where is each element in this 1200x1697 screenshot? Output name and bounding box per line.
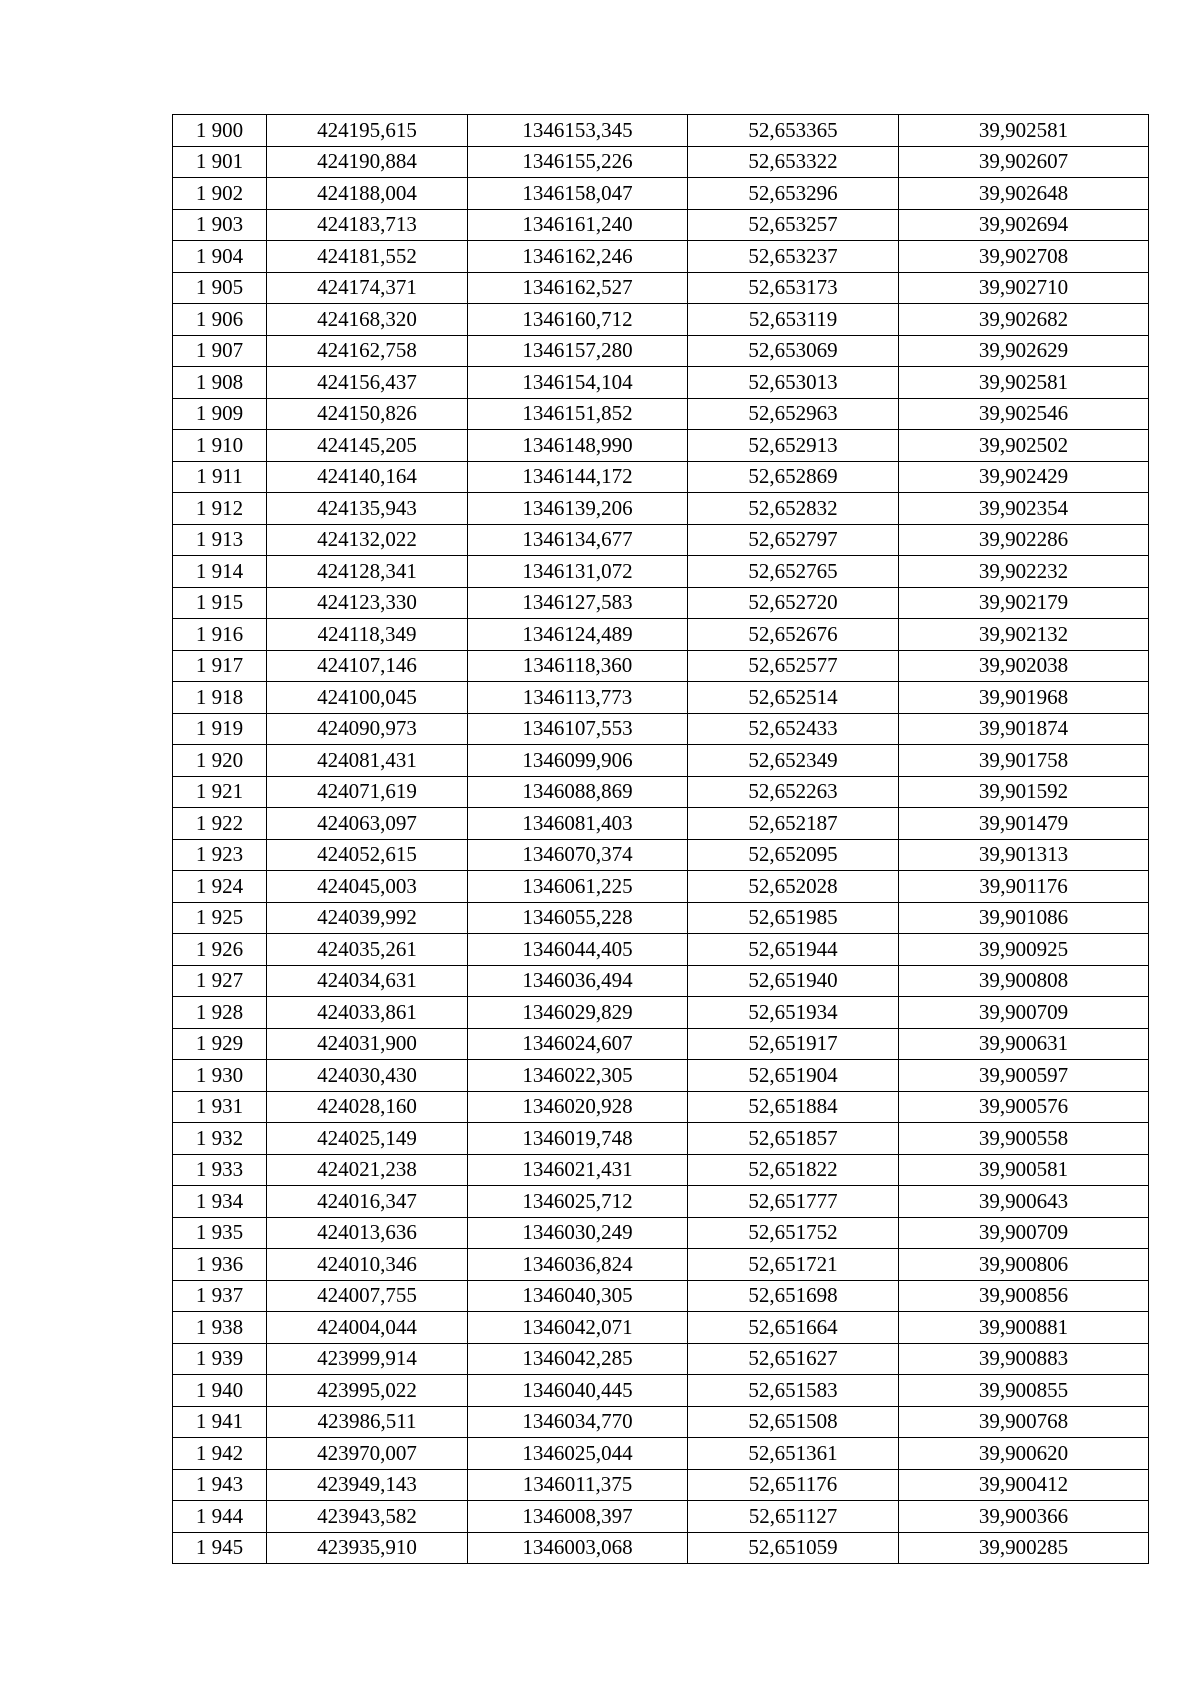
table-row xyxy=(173,146,1149,178)
x-coordinate-cell: 423943,582 xyxy=(267,1501,468,1533)
y-coordinate-cell: 1346061,225 xyxy=(468,871,688,903)
latitude-cell: 52,653257 xyxy=(688,209,899,241)
y-coordinate-cell: 1346088,869 xyxy=(468,776,688,808)
y-coordinate-cell: 1346107,553 xyxy=(468,713,688,745)
table-row xyxy=(173,209,1149,241)
point-number-cell: 1 911 xyxy=(173,461,267,493)
latitude-cell: 52,652869 xyxy=(688,461,899,493)
point-number-cell: 1 921 xyxy=(173,776,267,808)
y-coordinate-cell: 1346113,773 xyxy=(468,682,688,714)
point-number-cell: 1 923 xyxy=(173,839,267,871)
x-coordinate-cell: 424045,003 xyxy=(267,871,468,903)
longitude-cell: 39,901758 xyxy=(899,745,1149,777)
latitude-cell: 52,652913 xyxy=(688,430,899,462)
longitude-cell: 39,902286 xyxy=(899,524,1149,556)
y-coordinate-cell: 1346131,072 xyxy=(468,556,688,588)
x-coordinate-cell: 424071,619 xyxy=(267,776,468,808)
table-row xyxy=(173,1123,1149,1155)
y-coordinate-cell: 1346144,172 xyxy=(468,461,688,493)
table-row xyxy=(173,430,1149,462)
y-coordinate-cell: 1346011,375 xyxy=(468,1469,688,1501)
table-row xyxy=(173,1406,1149,1438)
table-row xyxy=(173,965,1149,997)
latitude-cell: 52,652514 xyxy=(688,682,899,714)
point-number-cell: 1 918 xyxy=(173,682,267,714)
latitude-cell: 52,651857 xyxy=(688,1123,899,1155)
x-coordinate-cell: 424007,755 xyxy=(267,1280,468,1312)
longitude-cell: 39,902038 xyxy=(899,650,1149,682)
latitude-cell: 52,651904 xyxy=(688,1060,899,1092)
point-number-cell: 1 905 xyxy=(173,272,267,304)
table-row xyxy=(173,871,1149,903)
point-number-cell: 1 915 xyxy=(173,587,267,619)
latitude-cell: 52,651059 xyxy=(688,1532,899,1564)
y-coordinate-cell: 1346008,397 xyxy=(468,1501,688,1533)
x-coordinate-cell: 423995,022 xyxy=(267,1375,468,1407)
longitude-cell: 39,900285 xyxy=(899,1532,1149,1564)
table-row xyxy=(173,997,1149,1029)
x-coordinate-cell: 423970,007 xyxy=(267,1438,468,1470)
longitude-cell: 39,902648 xyxy=(899,178,1149,210)
latitude-cell: 52,653173 xyxy=(688,272,899,304)
table-row xyxy=(173,839,1149,871)
y-coordinate-cell: 1346024,607 xyxy=(468,1028,688,1060)
x-coordinate-cell: 424100,045 xyxy=(267,682,468,714)
point-number-cell: 1 913 xyxy=(173,524,267,556)
point-number-cell: 1 903 xyxy=(173,209,267,241)
x-coordinate-cell: 424013,636 xyxy=(267,1217,468,1249)
longitude-cell: 39,901479 xyxy=(899,808,1149,840)
latitude-cell: 52,652349 xyxy=(688,745,899,777)
x-coordinate-cell: 424145,205 xyxy=(267,430,468,462)
x-coordinate-cell: 424010,346 xyxy=(267,1249,468,1281)
point-number-cell: 1 926 xyxy=(173,934,267,966)
point-number-cell: 1 910 xyxy=(173,430,267,462)
x-coordinate-cell: 424174,371 xyxy=(267,272,468,304)
longitude-cell: 39,902581 xyxy=(899,367,1149,399)
x-coordinate-cell: 424190,884 xyxy=(267,146,468,178)
x-coordinate-cell: 424031,900 xyxy=(267,1028,468,1060)
table-row xyxy=(173,241,1149,273)
x-coordinate-cell: 424028,160 xyxy=(267,1091,468,1123)
x-coordinate-cell: 424188,004 xyxy=(267,178,468,210)
y-coordinate-cell: 1346022,305 xyxy=(468,1060,688,1092)
longitude-cell: 39,900631 xyxy=(899,1028,1149,1060)
latitude-cell: 52,651822 xyxy=(688,1154,899,1186)
x-coordinate-cell: 424140,164 xyxy=(267,461,468,493)
longitude-cell: 39,900883 xyxy=(899,1343,1149,1375)
longitude-cell: 39,900620 xyxy=(899,1438,1149,1470)
table-row xyxy=(173,1375,1149,1407)
x-coordinate-cell: 424016,347 xyxy=(267,1186,468,1218)
longitude-cell: 39,900856 xyxy=(899,1280,1149,1312)
y-coordinate-cell: 1346019,748 xyxy=(468,1123,688,1155)
y-coordinate-cell: 1346139,206 xyxy=(468,493,688,525)
y-coordinate-cell: 1346134,677 xyxy=(468,524,688,556)
x-coordinate-cell: 424034,631 xyxy=(267,965,468,997)
latitude-cell: 52,651752 xyxy=(688,1217,899,1249)
longitude-cell: 39,902429 xyxy=(899,461,1149,493)
y-coordinate-cell: 1346025,044 xyxy=(468,1438,688,1470)
x-coordinate-cell: 424052,615 xyxy=(267,839,468,871)
point-number-cell: 1 942 xyxy=(173,1438,267,1470)
longitude-cell: 39,900881 xyxy=(899,1312,1149,1344)
longitude-cell: 39,900643 xyxy=(899,1186,1149,1218)
latitude-cell: 52,651940 xyxy=(688,965,899,997)
longitude-cell: 39,902232 xyxy=(899,556,1149,588)
y-coordinate-cell: 1346157,280 xyxy=(468,335,688,367)
x-coordinate-cell: 424183,713 xyxy=(267,209,468,241)
latitude-cell: 52,653322 xyxy=(688,146,899,178)
point-number-cell: 1 930 xyxy=(173,1060,267,1092)
latitude-cell: 52,651664 xyxy=(688,1312,899,1344)
x-coordinate-cell: 424081,431 xyxy=(267,745,468,777)
table-row xyxy=(173,1249,1149,1281)
longitude-cell: 39,902179 xyxy=(899,587,1149,619)
y-coordinate-cell: 1346036,824 xyxy=(468,1249,688,1281)
point-number-cell: 1 940 xyxy=(173,1375,267,1407)
longitude-cell: 39,901176 xyxy=(899,871,1149,903)
longitude-cell: 39,900576 xyxy=(899,1091,1149,1123)
point-number-cell: 1 933 xyxy=(173,1154,267,1186)
point-number-cell: 1 916 xyxy=(173,619,267,651)
point-number-cell: 1 906 xyxy=(173,304,267,336)
y-coordinate-cell: 1346148,990 xyxy=(468,430,688,462)
table-row xyxy=(173,1280,1149,1312)
longitude-cell: 39,902694 xyxy=(899,209,1149,241)
x-coordinate-cell: 424039,992 xyxy=(267,902,468,934)
point-number-cell: 1 908 xyxy=(173,367,267,399)
x-coordinate-cell: 424150,826 xyxy=(267,398,468,430)
x-coordinate-cell: 424004,044 xyxy=(267,1312,468,1344)
latitude-cell: 52,652832 xyxy=(688,493,899,525)
table-row xyxy=(173,713,1149,745)
latitude-cell: 52,653013 xyxy=(688,367,899,399)
x-coordinate-cell: 424128,341 xyxy=(267,556,468,588)
latitude-cell: 52,651627 xyxy=(688,1343,899,1375)
longitude-cell: 39,902629 xyxy=(899,335,1149,367)
latitude-cell: 52,653296 xyxy=(688,178,899,210)
latitude-cell: 52,652577 xyxy=(688,650,899,682)
point-number-cell: 1 944 xyxy=(173,1501,267,1533)
point-number-cell: 1 931 xyxy=(173,1091,267,1123)
longitude-cell: 39,902354 xyxy=(899,493,1149,525)
longitude-cell: 39,902710 xyxy=(899,272,1149,304)
latitude-cell: 52,651583 xyxy=(688,1375,899,1407)
y-coordinate-cell: 1346025,712 xyxy=(468,1186,688,1218)
point-number-cell: 1 922 xyxy=(173,808,267,840)
y-coordinate-cell: 1346029,829 xyxy=(468,997,688,1029)
latitude-cell: 52,651884 xyxy=(688,1091,899,1123)
y-coordinate-cell: 1346118,360 xyxy=(468,650,688,682)
y-coordinate-cell: 1346158,047 xyxy=(468,178,688,210)
latitude-cell: 52,651944 xyxy=(688,934,899,966)
longitude-cell: 39,901086 xyxy=(899,902,1149,934)
longitude-cell: 39,900597 xyxy=(899,1060,1149,1092)
point-number-cell: 1 938 xyxy=(173,1312,267,1344)
latitude-cell: 52,653119 xyxy=(688,304,899,336)
latitude-cell: 52,652433 xyxy=(688,713,899,745)
x-coordinate-cell: 424063,097 xyxy=(267,808,468,840)
point-number-cell: 1 902 xyxy=(173,178,267,210)
point-number-cell: 1 907 xyxy=(173,335,267,367)
y-coordinate-cell: 1346081,403 xyxy=(468,808,688,840)
x-coordinate-cell: 424156,437 xyxy=(267,367,468,399)
x-coordinate-cell: 424118,349 xyxy=(267,619,468,651)
y-coordinate-cell: 1346020,928 xyxy=(468,1091,688,1123)
y-coordinate-cell: 1346155,226 xyxy=(468,146,688,178)
latitude-cell: 52,651985 xyxy=(688,902,899,934)
longitude-cell: 39,900806 xyxy=(899,1249,1149,1281)
longitude-cell: 39,900855 xyxy=(899,1375,1149,1407)
point-number-cell: 1 929 xyxy=(173,1028,267,1060)
x-coordinate-cell: 423986,511 xyxy=(267,1406,468,1438)
point-number-cell: 1 900 xyxy=(173,115,267,147)
point-number-cell: 1 917 xyxy=(173,650,267,682)
longitude-cell: 39,900709 xyxy=(899,1217,1149,1249)
point-number-cell: 1 914 xyxy=(173,556,267,588)
longitude-cell: 39,900412 xyxy=(899,1469,1149,1501)
x-coordinate-cell: 424162,758 xyxy=(267,335,468,367)
latitude-cell: 52,652720 xyxy=(688,587,899,619)
table-row xyxy=(173,650,1149,682)
latitude-cell: 52,651934 xyxy=(688,997,899,1029)
table-row xyxy=(173,1060,1149,1092)
point-number-cell: 1 932 xyxy=(173,1123,267,1155)
point-number-cell: 1 904 xyxy=(173,241,267,273)
latitude-cell: 52,651361 xyxy=(688,1438,899,1470)
point-number-cell: 1 925 xyxy=(173,902,267,934)
latitude-cell: 52,653237 xyxy=(688,241,899,273)
table-row xyxy=(173,934,1149,966)
latitude-cell: 52,652028 xyxy=(688,871,899,903)
point-number-cell: 1 912 xyxy=(173,493,267,525)
point-number-cell: 1 941 xyxy=(173,1406,267,1438)
table-row xyxy=(173,1154,1149,1186)
x-coordinate-cell: 424021,238 xyxy=(267,1154,468,1186)
table-row xyxy=(173,335,1149,367)
table-row xyxy=(173,682,1149,714)
point-number-cell: 1 937 xyxy=(173,1280,267,1312)
longitude-cell: 39,902708 xyxy=(899,241,1149,273)
longitude-cell: 39,900808 xyxy=(899,965,1149,997)
table-row xyxy=(173,115,1149,147)
latitude-cell: 52,651721 xyxy=(688,1249,899,1281)
longitude-cell: 39,900558 xyxy=(899,1123,1149,1155)
latitude-cell: 52,652963 xyxy=(688,398,899,430)
latitude-cell: 52,653365 xyxy=(688,115,899,147)
latitude-cell: 52,652797 xyxy=(688,524,899,556)
x-coordinate-cell: 423999,914 xyxy=(267,1343,468,1375)
longitude-cell: 39,902607 xyxy=(899,146,1149,178)
longitude-cell: 39,902581 xyxy=(899,115,1149,147)
table-row xyxy=(173,776,1149,808)
table-row xyxy=(173,556,1149,588)
coordinates-table xyxy=(172,114,1149,1564)
x-coordinate-cell: 424181,552 xyxy=(267,241,468,273)
table-row xyxy=(173,619,1149,651)
point-number-cell: 1 945 xyxy=(173,1532,267,1564)
x-coordinate-cell: 424195,615 xyxy=(267,115,468,147)
longitude-cell: 39,900581 xyxy=(899,1154,1149,1186)
latitude-cell: 52,651508 xyxy=(688,1406,899,1438)
table-row xyxy=(173,304,1149,336)
y-coordinate-cell: 1346021,431 xyxy=(468,1154,688,1186)
latitude-cell: 52,652676 xyxy=(688,619,899,651)
longitude-cell: 39,900366 xyxy=(899,1501,1149,1533)
x-coordinate-cell: 424132,022 xyxy=(267,524,468,556)
point-number-cell: 1 909 xyxy=(173,398,267,430)
latitude-cell: 52,651698 xyxy=(688,1280,899,1312)
latitude-cell: 52,652263 xyxy=(688,776,899,808)
x-coordinate-cell: 424123,330 xyxy=(267,587,468,619)
point-number-cell: 1 928 xyxy=(173,997,267,1029)
y-coordinate-cell: 1346162,246 xyxy=(468,241,688,273)
latitude-cell: 52,651176 xyxy=(688,1469,899,1501)
point-number-cell: 1 919 xyxy=(173,713,267,745)
table-row xyxy=(173,1312,1149,1344)
y-coordinate-cell: 1346099,906 xyxy=(468,745,688,777)
y-coordinate-cell: 1346162,527 xyxy=(468,272,688,304)
table-row xyxy=(173,461,1149,493)
y-coordinate-cell: 1346030,249 xyxy=(468,1217,688,1249)
table-row xyxy=(173,272,1149,304)
y-coordinate-cell: 1346127,583 xyxy=(468,587,688,619)
y-coordinate-cell: 1346153,345 xyxy=(468,115,688,147)
longitude-cell: 39,902132 xyxy=(899,619,1149,651)
y-coordinate-cell: 1346154,104 xyxy=(468,367,688,399)
longitude-cell: 39,902546 xyxy=(899,398,1149,430)
table-row xyxy=(173,1343,1149,1375)
table-row xyxy=(173,587,1149,619)
table-row xyxy=(173,1028,1149,1060)
x-coordinate-cell: 424168,320 xyxy=(267,304,468,336)
y-coordinate-cell: 1346160,712 xyxy=(468,304,688,336)
table-row xyxy=(173,1438,1149,1470)
y-coordinate-cell: 1346055,228 xyxy=(468,902,688,934)
table-row xyxy=(173,808,1149,840)
longitude-cell: 39,900768 xyxy=(899,1406,1149,1438)
y-coordinate-cell: 1346151,852 xyxy=(468,398,688,430)
x-coordinate-cell: 424035,261 xyxy=(267,934,468,966)
table-row xyxy=(173,902,1149,934)
coordinates-table-body xyxy=(173,115,1149,1564)
y-coordinate-cell: 1346036,494 xyxy=(468,965,688,997)
point-number-cell: 1 934 xyxy=(173,1186,267,1218)
y-coordinate-cell: 1346042,071 xyxy=(468,1312,688,1344)
y-coordinate-cell: 1346161,240 xyxy=(468,209,688,241)
table-row xyxy=(173,1217,1149,1249)
point-number-cell: 1 936 xyxy=(173,1249,267,1281)
point-number-cell: 1 901 xyxy=(173,146,267,178)
x-coordinate-cell: 423949,143 xyxy=(267,1469,468,1501)
latitude-cell: 52,651917 xyxy=(688,1028,899,1060)
latitude-cell: 52,652095 xyxy=(688,839,899,871)
table-row xyxy=(173,1501,1149,1533)
point-number-cell: 1 924 xyxy=(173,871,267,903)
y-coordinate-cell: 1346042,285 xyxy=(468,1343,688,1375)
longitude-cell: 39,901313 xyxy=(899,839,1149,871)
point-number-cell: 1 939 xyxy=(173,1343,267,1375)
table-row xyxy=(173,745,1149,777)
x-coordinate-cell: 424030,430 xyxy=(267,1060,468,1092)
y-coordinate-cell: 1346040,305 xyxy=(468,1280,688,1312)
y-coordinate-cell: 1346124,489 xyxy=(468,619,688,651)
y-coordinate-cell: 1346003,068 xyxy=(468,1532,688,1564)
longitude-cell: 39,901592 xyxy=(899,776,1149,808)
x-coordinate-cell: 424033,861 xyxy=(267,997,468,1029)
y-coordinate-cell: 1346070,374 xyxy=(468,839,688,871)
latitude-cell: 52,651777 xyxy=(688,1186,899,1218)
latitude-cell: 52,652187 xyxy=(688,808,899,840)
x-coordinate-cell: 424135,943 xyxy=(267,493,468,525)
y-coordinate-cell: 1346044,405 xyxy=(468,934,688,966)
point-number-cell: 1 920 xyxy=(173,745,267,777)
longitude-cell: 39,901968 xyxy=(899,682,1149,714)
table-row xyxy=(173,493,1149,525)
longitude-cell: 39,901874 xyxy=(899,713,1149,745)
table-row xyxy=(173,1469,1149,1501)
y-coordinate-cell: 1346034,770 xyxy=(468,1406,688,1438)
latitude-cell: 52,651127 xyxy=(688,1501,899,1533)
x-coordinate-cell: 424107,146 xyxy=(267,650,468,682)
table-row xyxy=(173,1186,1149,1218)
longitude-cell: 39,902682 xyxy=(899,304,1149,336)
table-row xyxy=(173,178,1149,210)
table-row xyxy=(173,524,1149,556)
point-number-cell: 1 927 xyxy=(173,965,267,997)
x-coordinate-cell: 424025,149 xyxy=(267,1123,468,1155)
x-coordinate-cell: 424090,973 xyxy=(267,713,468,745)
longitude-cell: 39,902502 xyxy=(899,430,1149,462)
longitude-cell: 39,900925 xyxy=(899,934,1149,966)
latitude-cell: 52,653069 xyxy=(688,335,899,367)
y-coordinate-cell: 1346040,445 xyxy=(468,1375,688,1407)
table-row xyxy=(173,1532,1149,1564)
point-number-cell: 1 935 xyxy=(173,1217,267,1249)
table-row xyxy=(173,1091,1149,1123)
x-coordinate-cell: 423935,910 xyxy=(267,1532,468,1564)
longitude-cell: 39,900709 xyxy=(899,997,1149,1029)
table-row xyxy=(173,398,1149,430)
table-row xyxy=(173,367,1149,399)
latitude-cell: 52,652765 xyxy=(688,556,899,588)
point-number-cell: 1 943 xyxy=(173,1469,267,1501)
